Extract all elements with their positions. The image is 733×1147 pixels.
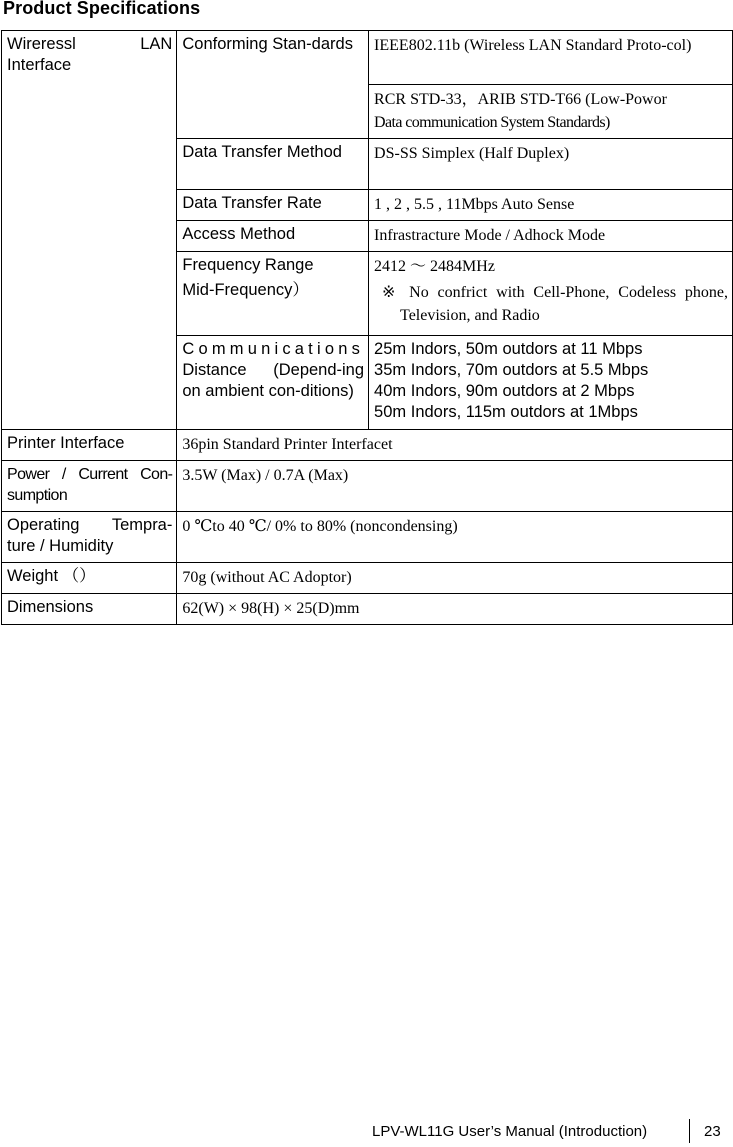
rcr-line-1: RCR STD-33，ARIB STD-T66 (Low-Powor [374,91,667,108]
specifications-table [1,30,733,625]
frequency-range-value: 2412 ～ 2484MHz [374,258,495,275]
distance-label [177,336,369,430]
dimensions-label: Dimensions [2,594,177,625]
distance-2mbps: 40m Indors, 90m outdors at 2 Mbps [374,382,635,400]
conforming-standards-value-ieee: IEEE802.11b (Wireless LAN Standard Proto-col) [369,31,733,85]
power-label: Power / Current Con-sumption [2,461,177,512]
weight-value: 70g (without AC Adoptor) [177,563,733,594]
transfer-rate-label: Data Transfer Rate [177,190,369,221]
wireless-lan-label: Wireressl LAN Interface [2,31,177,430]
frequency-value [369,252,733,336]
table-row [2,594,733,625]
distance-11mbps: 25m Indors, 50m outdors at 11 Mbps [374,340,643,358]
table-row [2,31,733,85]
frequency-label [177,252,369,336]
conforming-standards-label: Conforming Stan-dards [177,31,369,139]
operating-value: 0 ℃to 40 ℃/ 0% to 80% (noncondensing) [177,512,733,563]
transfer-rate-value: 1 , 2 , 5.5 , 11Mbps Auto Sense [369,190,733,221]
table-row [2,563,733,594]
footer-page-number: 23 [704,1123,721,1140]
footer-manual-title: LPV-WL11G User’s Manual (Introduction) [372,1123,648,1140]
distance-5-5mbps: 35m Indors, 70m outdors at 5.5 Mbps [374,361,649,379]
operating-label: Operating Tempra-ture / Humidity [2,512,177,563]
conforming-standards-value-rcr [369,85,733,139]
transfer-method-label: Data Transfer Method [177,139,369,190]
printer-interface-value: 36pin Standard Printer Interfacet [177,430,733,461]
access-method-value: Infrastracture Mode / Adhock Mode [369,221,733,252]
frequency-note: ※ No confrict with Cell-Phone, Codeless phone, Television, and Radio [382,284,728,324]
weight-label: Weight （） [2,563,177,594]
table-row [2,461,733,512]
table-row [2,430,733,461]
table-row [2,512,733,563]
distance-condition-label: Distance (Depend-ing on ambient con-ditions) [182,361,365,400]
frequency-range-label: Frequency Range [182,256,314,274]
mid-frequency-label: Mid-Frequency） [182,281,309,299]
footer-divider [689,1119,690,1143]
access-method-label: Access Method [177,221,369,252]
power-value: 3.5W (Max) / 0.7A (Max) [177,461,733,512]
page-title: Product Specifications [3,0,201,18]
transfer-method-value: DS-SS Simplex (Half Duplex) [369,139,733,190]
communications-label: Communications [182,340,365,358]
rcr-line-2: Data communication System Standards) [374,114,610,131]
printer-interface-label: Printer Interface [2,430,177,461]
dimensions-value: 62(W) × 98(H) × 25(D)mm [177,594,733,625]
distance-1mbps: 50m Indors, 115m outdors at 1Mbps [374,403,638,421]
distance-values [369,336,733,430]
